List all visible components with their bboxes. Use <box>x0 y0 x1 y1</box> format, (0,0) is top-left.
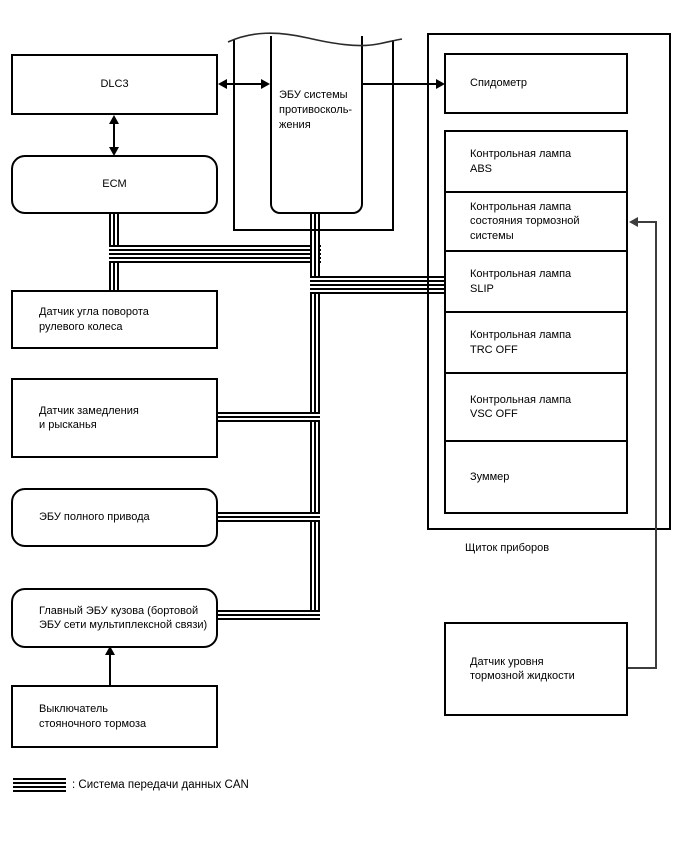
vsc-off-warning-lamp-box: Контрольная лампа VSC OFF <box>444 372 628 442</box>
ecm-box <box>11 155 218 214</box>
dlc3-label: DLC3 <box>100 78 129 91</box>
arrow-dlc3-ecm-down-head <box>109 147 119 156</box>
main-body-ecu-box: Главный ЭБУ кузова (бортовой ЭБУ сети мультиплексной связи) <box>11 588 218 648</box>
arrow-skid-speedometer-shaft <box>362 83 437 85</box>
break-wave-line <box>226 26 404 54</box>
can-segment-trunk-to-lamps <box>310 276 445 294</box>
brake-system-warning-lamp-box: Контрольная лампа состояния тормозной системы <box>444 191 628 252</box>
legend-can-text: : Система передачи данных CAN <box>72 779 249 791</box>
yaw-rate-sensor-box: Датчик замедления и рысканья <box>11 378 218 458</box>
can-segment-yaw-sensor <box>218 412 320 422</box>
arrow-dlc3-skid-shaft <box>225 83 263 85</box>
skid-ecu-label: ЭБУ системы <box>279 89 348 101</box>
abs-warning-lamp-box: Контрольная лампа ABS <box>444 130 628 193</box>
arrow-dlc3-ecm-shaft <box>113 123 115 148</box>
awd-ecu-box: ЭБУ полного привода <box>11 488 218 547</box>
fluid-lamp-line-vertical <box>655 221 657 669</box>
can-segment-awd-ecu <box>218 512 320 522</box>
parking-brake-switch-box: Выключатель стояночного тормоза <box>11 685 218 748</box>
dlc3-box <box>11 54 218 115</box>
legend-can-line-sample <box>13 778 66 792</box>
can-segment-ecm-to-trunk <box>109 245 321 263</box>
fluid-lamp-line-top <box>637 221 657 223</box>
fluid-lamp-line-bottom <box>628 667 657 669</box>
arrow-skid-speedometer-head <box>436 79 445 89</box>
speedometer-box: Спидометр <box>444 53 628 114</box>
brake-fluid-level-sensor-box: Датчик уровня тормозной жидкости <box>444 622 628 716</box>
buzzer-box: Зуммер <box>444 440 628 514</box>
slip-warning-lamp-box: Контрольная лампа SLIP <box>444 250 628 313</box>
arrow-parking-mainbody-shaft <box>109 654 111 685</box>
skid-ecu-box: ЭБУ системы противосколь- жения <box>270 36 363 214</box>
instrument-cluster-label: Щиток приборов <box>465 542 550 554</box>
steering-angle-sensor-box: Датчик угла поворота рулевого колеса <box>11 290 218 349</box>
arrow-dlc3-skid-right-head <box>261 79 270 89</box>
can-segment-main-body-ecu <box>218 610 320 620</box>
ecm-label: ECM <box>102 178 127 191</box>
trc-off-warning-lamp-box: Контрольная лампа TRC OFF <box>444 311 628 374</box>
